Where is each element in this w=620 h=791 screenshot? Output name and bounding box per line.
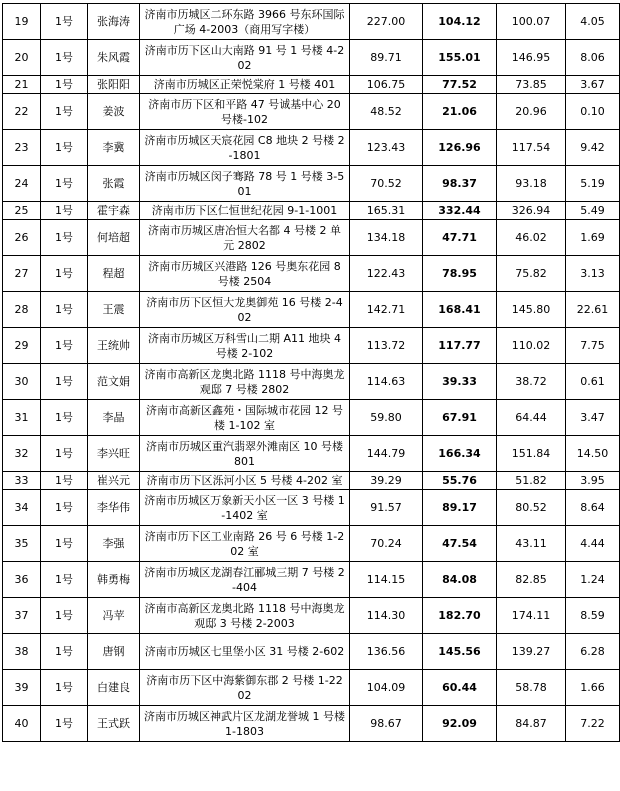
address-cell: 济南市历下区泺河小区 5 号楼 4-202 室 bbox=[140, 472, 350, 490]
address-cell: 济南市历下区山大南路 91 号 1 号楼 4-202 bbox=[140, 40, 350, 76]
row-number-cell: 31 bbox=[3, 400, 41, 436]
total-cell: 77.52 bbox=[423, 76, 497, 94]
total-cell: 47.54 bbox=[423, 526, 497, 562]
table-row bbox=[3, 40, 620, 76]
area-cell: 39.29 bbox=[350, 472, 423, 490]
area-cell: 144.79 bbox=[350, 436, 423, 472]
table-row bbox=[3, 400, 620, 436]
row-number-cell: 32 bbox=[3, 436, 41, 472]
area-cell: 98.67 bbox=[350, 706, 423, 742]
area-cell: 91.57 bbox=[350, 490, 423, 526]
loan-cell: 93.18 bbox=[497, 166, 566, 202]
address-cell: 济南市历城区万象新天小区一区 3 号楼 1-1402 室 bbox=[140, 490, 350, 526]
table-row bbox=[3, 94, 620, 130]
address-cell: 济南市历城区龙湖春江郦城三期 7 号楼 2-404 bbox=[140, 562, 350, 598]
row-number-cell: 35 bbox=[3, 526, 41, 562]
address-cell: 济南市历城区天宸花园 C8 地块 2 号楼 2-1801 bbox=[140, 130, 350, 166]
area-cell: 106.75 bbox=[350, 76, 423, 94]
name-cell: 张阳阳 bbox=[88, 76, 140, 94]
address-cell: 济南市历下区中海紫御东郡 2 号楼 1-2202 bbox=[140, 670, 350, 706]
table-row bbox=[3, 472, 620, 490]
address-cell: 济南市历城区闵子骞路 78 号 1 号楼 3-501 bbox=[140, 166, 350, 202]
difference-cell: 9.42 bbox=[566, 130, 620, 166]
loan-cell: 84.87 bbox=[497, 706, 566, 742]
name-cell: 王统帅 bbox=[88, 328, 140, 364]
unit-cell: 1号 bbox=[41, 328, 88, 364]
table-row bbox=[3, 364, 620, 400]
address-cell: 济南市历下区和平路 47 号诚基中心 20 号楼-102 bbox=[140, 94, 350, 130]
difference-cell: 7.75 bbox=[566, 328, 620, 364]
area-cell: 48.52 bbox=[350, 94, 423, 130]
name-cell: 何培超 bbox=[88, 220, 140, 256]
area-cell: 70.52 bbox=[350, 166, 423, 202]
total-cell: 104.12 bbox=[423, 4, 497, 40]
address-cell: 济南市历城区神武片区龙湖龙誉城 1 号楼 1-1803 bbox=[140, 706, 350, 742]
name-cell: 李晶 bbox=[88, 400, 140, 436]
address-cell: 济南市历城区二环东路 3966 号东环国际广场 4-2003（商用写字楼） bbox=[140, 4, 350, 40]
row-number-cell: 29 bbox=[3, 328, 41, 364]
difference-cell: 1.66 bbox=[566, 670, 620, 706]
total-cell: 126.96 bbox=[423, 130, 497, 166]
address-cell: 济南市高新区龙奥北路 1118 号中海奥龙观邸 7 号楼 2802 bbox=[140, 364, 350, 400]
difference-cell: 0.10 bbox=[566, 94, 620, 130]
total-cell: 332.44 bbox=[423, 202, 497, 220]
loan-cell: 117.54 bbox=[497, 130, 566, 166]
total-cell: 60.44 bbox=[423, 670, 497, 706]
area-cell: 122.43 bbox=[350, 256, 423, 292]
loan-cell: 43.11 bbox=[497, 526, 566, 562]
table-row bbox=[3, 130, 620, 166]
total-cell: 67.91 bbox=[423, 400, 497, 436]
unit-cell: 1号 bbox=[41, 490, 88, 526]
area-cell: 227.00 bbox=[350, 4, 423, 40]
row-number-cell: 26 bbox=[3, 220, 41, 256]
area-cell: 114.30 bbox=[350, 598, 423, 634]
address-cell: 济南市历下区工业南路 26 号 6 号楼 1-202 室 bbox=[140, 526, 350, 562]
address-cell: 济南市历城区重汽翡翠外滩南区 10 号楼 801 bbox=[140, 436, 350, 472]
total-cell: 166.34 bbox=[423, 436, 497, 472]
loan-cell: 73.85 bbox=[497, 76, 566, 94]
name-cell: 李冀 bbox=[88, 130, 140, 166]
loan-cell: 110.02 bbox=[497, 328, 566, 364]
loan-cell: 58.78 bbox=[497, 670, 566, 706]
row-number-cell: 28 bbox=[3, 292, 41, 328]
table-row bbox=[3, 328, 620, 364]
area-cell: 113.72 bbox=[350, 328, 423, 364]
area-cell: 165.31 bbox=[350, 202, 423, 220]
loan-cell: 82.85 bbox=[497, 562, 566, 598]
data-table bbox=[2, 3, 620, 742]
name-cell: 王震 bbox=[88, 292, 140, 328]
table-row bbox=[3, 76, 620, 94]
row-number-cell: 30 bbox=[3, 364, 41, 400]
unit-cell: 1号 bbox=[41, 220, 88, 256]
difference-cell: 3.47 bbox=[566, 400, 620, 436]
table-row bbox=[3, 634, 620, 670]
area-cell: 89.71 bbox=[350, 40, 423, 76]
loan-cell: 139.27 bbox=[497, 634, 566, 670]
table-row bbox=[3, 670, 620, 706]
area-cell: 136.56 bbox=[350, 634, 423, 670]
area-cell: 123.43 bbox=[350, 130, 423, 166]
unit-cell: 1号 bbox=[41, 562, 88, 598]
name-cell: 姜波 bbox=[88, 94, 140, 130]
address-cell: 济南市历城区正荣悦棠府 1 号楼 401 bbox=[140, 76, 350, 94]
loan-cell: 145.80 bbox=[497, 292, 566, 328]
row-number-cell: 19 bbox=[3, 4, 41, 40]
address-cell: 济南市历城区万科雪山二期 A11 地块 4 号楼 2-102 bbox=[140, 328, 350, 364]
address-cell: 济南市历下区恒大龙奥御苑 16 号楼 2-402 bbox=[140, 292, 350, 328]
unit-cell: 1号 bbox=[41, 202, 88, 220]
table-body bbox=[3, 4, 620, 742]
total-cell: 168.41 bbox=[423, 292, 497, 328]
difference-cell: 0.61 bbox=[566, 364, 620, 400]
table-row bbox=[3, 706, 620, 742]
unit-cell: 1号 bbox=[41, 166, 88, 202]
row-number-cell: 33 bbox=[3, 472, 41, 490]
loan-cell: 151.84 bbox=[497, 436, 566, 472]
name-cell: 冯苹 bbox=[88, 598, 140, 634]
area-cell: 142.71 bbox=[350, 292, 423, 328]
difference-cell: 4.44 bbox=[566, 526, 620, 562]
address-cell: 济南市历城区唐冶恒大名都 4 号楼 2 单元 2802 bbox=[140, 220, 350, 256]
unit-cell: 1号 bbox=[41, 472, 88, 490]
unit-cell: 1号 bbox=[41, 598, 88, 634]
table-row bbox=[3, 256, 620, 292]
unit-cell: 1号 bbox=[41, 256, 88, 292]
loan-cell: 20.96 bbox=[497, 94, 566, 130]
total-cell: 55.76 bbox=[423, 472, 497, 490]
name-cell: 韩勇梅 bbox=[88, 562, 140, 598]
row-number-cell: 36 bbox=[3, 562, 41, 598]
difference-cell: 8.59 bbox=[566, 598, 620, 634]
area-cell: 114.63 bbox=[350, 364, 423, 400]
unit-cell: 1号 bbox=[41, 130, 88, 166]
unit-cell: 1号 bbox=[41, 94, 88, 130]
total-cell: 92.09 bbox=[423, 706, 497, 742]
address-cell: 济南市历下区仁恒世纪花园 9-1-1001 bbox=[140, 202, 350, 220]
row-number-cell: 21 bbox=[3, 76, 41, 94]
name-cell: 霍宇森 bbox=[88, 202, 140, 220]
name-cell: 张霞 bbox=[88, 166, 140, 202]
difference-cell: 8.06 bbox=[566, 40, 620, 76]
unit-cell: 1号 bbox=[41, 400, 88, 436]
total-cell: 98.37 bbox=[423, 166, 497, 202]
total-cell: 117.77 bbox=[423, 328, 497, 364]
area-cell: 59.80 bbox=[350, 400, 423, 436]
table-row bbox=[3, 490, 620, 526]
table-row bbox=[3, 220, 620, 256]
name-cell: 崔兴元 bbox=[88, 472, 140, 490]
row-number-cell: 24 bbox=[3, 166, 41, 202]
row-number-cell: 22 bbox=[3, 94, 41, 130]
difference-cell: 5.19 bbox=[566, 166, 620, 202]
difference-cell: 5.49 bbox=[566, 202, 620, 220]
difference-cell: 1.24 bbox=[566, 562, 620, 598]
difference-cell: 3.95 bbox=[566, 472, 620, 490]
name-cell: 李强 bbox=[88, 526, 140, 562]
name-cell: 张海涛 bbox=[88, 4, 140, 40]
unit-cell: 1号 bbox=[41, 670, 88, 706]
table-row bbox=[3, 526, 620, 562]
total-cell: 84.08 bbox=[423, 562, 497, 598]
difference-cell: 6.28 bbox=[566, 634, 620, 670]
unit-cell: 1号 bbox=[41, 292, 88, 328]
table-row bbox=[3, 166, 620, 202]
difference-cell: 14.50 bbox=[566, 436, 620, 472]
total-cell: 78.95 bbox=[423, 256, 497, 292]
unit-cell: 1号 bbox=[41, 76, 88, 94]
name-cell: 程超 bbox=[88, 256, 140, 292]
name-cell: 朱风霞 bbox=[88, 40, 140, 76]
row-number-cell: 40 bbox=[3, 706, 41, 742]
unit-cell: 1号 bbox=[41, 4, 88, 40]
difference-cell: 4.05 bbox=[566, 4, 620, 40]
unit-cell: 1号 bbox=[41, 40, 88, 76]
name-cell: 李华伟 bbox=[88, 490, 140, 526]
total-cell: 155.01 bbox=[423, 40, 497, 76]
name-cell: 李兴旺 bbox=[88, 436, 140, 472]
total-cell: 182.70 bbox=[423, 598, 497, 634]
loan-cell: 80.52 bbox=[497, 490, 566, 526]
address-cell: 济南市高新区龙奥北路 1118 号中海奥龙观邸 3 号楼 2-2003 bbox=[140, 598, 350, 634]
total-cell: 89.17 bbox=[423, 490, 497, 526]
table-row bbox=[3, 562, 620, 598]
table-row bbox=[3, 4, 620, 40]
table-row bbox=[3, 292, 620, 328]
row-number-cell: 25 bbox=[3, 202, 41, 220]
name-cell: 白建良 bbox=[88, 670, 140, 706]
total-cell: 145.56 bbox=[423, 634, 497, 670]
loan-cell: 100.07 bbox=[497, 4, 566, 40]
table-row bbox=[3, 436, 620, 472]
area-cell: 70.24 bbox=[350, 526, 423, 562]
address-cell: 济南市历城区七里堡小区 31 号楼 2-602 bbox=[140, 634, 350, 670]
loan-cell: 326.94 bbox=[497, 202, 566, 220]
difference-cell: 22.61 bbox=[566, 292, 620, 328]
loan-cell: 38.72 bbox=[497, 364, 566, 400]
name-cell: 范文娟 bbox=[88, 364, 140, 400]
row-number-cell: 27 bbox=[3, 256, 41, 292]
loan-cell: 46.02 bbox=[497, 220, 566, 256]
difference-cell: 7.22 bbox=[566, 706, 620, 742]
name-cell: 唐钢 bbox=[88, 634, 140, 670]
address-cell: 济南市历城区兴港路 126 号奥东花园 8 号楼 2504 bbox=[140, 256, 350, 292]
total-cell: 21.06 bbox=[423, 94, 497, 130]
area-cell: 134.18 bbox=[350, 220, 423, 256]
loan-cell: 51.82 bbox=[497, 472, 566, 490]
area-cell: 114.15 bbox=[350, 562, 423, 598]
row-number-cell: 34 bbox=[3, 490, 41, 526]
address-cell: 济南市高新区鑫苑・国际城市花园 12 号楼 1-102 室 bbox=[140, 400, 350, 436]
difference-cell: 3.13 bbox=[566, 256, 620, 292]
row-number-cell: 23 bbox=[3, 130, 41, 166]
table-row bbox=[3, 598, 620, 634]
total-cell: 39.33 bbox=[423, 364, 497, 400]
loan-cell: 64.44 bbox=[497, 400, 566, 436]
difference-cell: 3.67 bbox=[566, 76, 620, 94]
table-row bbox=[3, 202, 620, 220]
row-number-cell: 38 bbox=[3, 634, 41, 670]
total-cell: 47.71 bbox=[423, 220, 497, 256]
loan-cell: 174.11 bbox=[497, 598, 566, 634]
unit-cell: 1号 bbox=[41, 436, 88, 472]
area-cell: 104.09 bbox=[350, 670, 423, 706]
name-cell: 王式跃 bbox=[88, 706, 140, 742]
difference-cell: 8.64 bbox=[566, 490, 620, 526]
unit-cell: 1号 bbox=[41, 706, 88, 742]
row-number-cell: 37 bbox=[3, 598, 41, 634]
unit-cell: 1号 bbox=[41, 526, 88, 562]
row-number-cell: 39 bbox=[3, 670, 41, 706]
loan-cell: 75.82 bbox=[497, 256, 566, 292]
loan-cell: 146.95 bbox=[497, 40, 566, 76]
difference-cell: 1.69 bbox=[566, 220, 620, 256]
row-number-cell: 20 bbox=[3, 40, 41, 76]
unit-cell: 1号 bbox=[41, 364, 88, 400]
unit-cell: 1号 bbox=[41, 634, 88, 670]
